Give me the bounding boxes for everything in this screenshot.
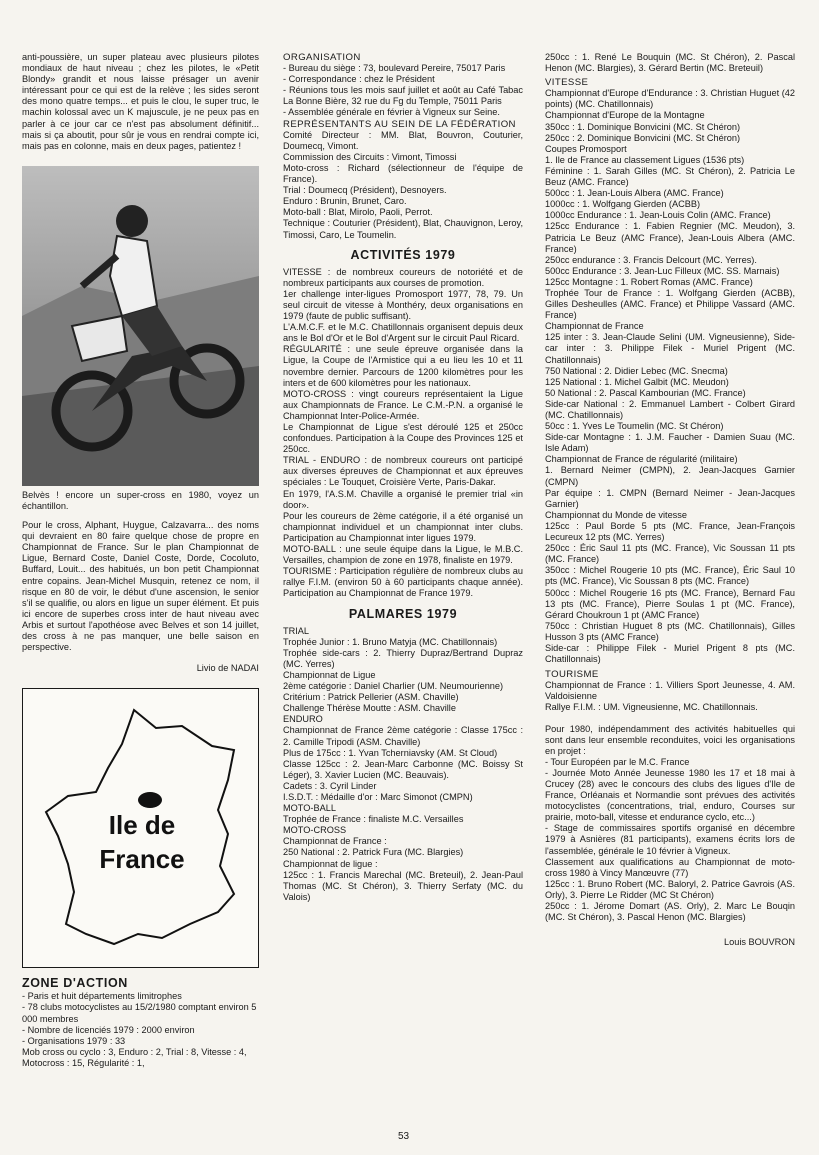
palmares-item: Championnat de Ligue (283, 669, 376, 680)
vitesse-item: 250cc endurance : 3. Francis Delcourt (MC. Yerres). (545, 254, 757, 265)
organisation-title: ORGANISATION (283, 52, 361, 63)
vitesse-item: 750 National : 2. Didier Lebec (MC. Snecma) (545, 365, 728, 376)
rep-item: Commission des Circuits : Vimont, Timossi (283, 151, 457, 162)
motocross-photo (22, 166, 259, 486)
vitesse-item: 125cc Endurance : 1. Fabien Regnier (MC. Meudon), 3. Patricia Le Beuz (AMC France), Jean-Louis Albera (AMC. France) (545, 221, 795, 254)
palmares-item: 250 National : 2. Patrick Fura (MC. Blargies) (283, 847, 464, 858)
representants-title: REPRÉSENTANTS AU SEIN DE LA FÉDÉRATION (283, 118, 516, 130)
projet-item: - Stage de commissaires sportifs organisé en décembre 1979 à Asnières (81 participants), examens écrits lors de l'assemblée, générale le 10 février à Vigneux. (545, 823, 795, 856)
palmares-list (283, 626, 523, 903)
palmares-item: Trophée side-cars : 2. Thierry Dupraz/Bertrand Dupraz (MC. Yerres) (283, 647, 523, 669)
column-middle (283, 52, 523, 903)
vitesse-item: Side-car Montagne : 1. J.M. Faucher - Damien Suau (MC. Isle Adam) (545, 432, 795, 454)
activite-item: Le Championnat de Ligue s'est déroulé 125 et 250cc confondues. Participation à la Coupe des Provinces 125 et 250cc. (283, 422, 523, 455)
zone-list (22, 991, 259, 1069)
rep-item: Comité Directeur : MM. Blat, Bouvron, Couturier, Doumecq, Vimont. (283, 129, 523, 151)
palmares-title: PALMARES 1979 (348, 606, 458, 621)
vitesse-item: Side-car : Philippe Filek - Muriel Prigent 8 pts (MC. Chatillonnais) (545, 642, 795, 665)
palmares-item: 2ème catégorie : Daniel Charlier (UM. Neumourienne) (283, 681, 504, 692)
activite-item: L'A.M.C.F. et le M.C. Chatillonnais organisent depuis deux ans le Bol d'Or et le Bol d'Argent sur le circuit Paul Ricard. (283, 322, 523, 344)
vitesse-item: Féminine : 1. Sarah Gilles (MC. St Chéron), 2. Patricia Le Beuz (AMC. France) (545, 165, 795, 188)
projet-item: Classement aux qualifications au Championnat de moto-cross 1980 à Vincy Manœuvre (77) (545, 856, 795, 878)
zone-item: - Nombre de licenciés 1979 : 2000 environ (22, 1024, 195, 1035)
map-label-line1: Ile de (108, 810, 176, 841)
representants-list (283, 130, 523, 241)
vitesse-item: Championnat d'Europe d'Endurance : 3. Christian Huguet (42 points) (MC. Chatillonnais) (545, 88, 795, 110)
palmares-item: Classe 125cc : 2. Jean-Marc Carbonne (MC. Boissy St Léger), 3. Xavier Lucien (MC. Beauvais). (283, 758, 523, 780)
palmares-item: Cadets : 3. Cyril Linder (283, 780, 377, 791)
zone-item: - Paris et huit départements limitrophes (22, 991, 182, 1002)
zone-item: - 78 clubs motocyclistes au 15/2/1980 comptant environ 5 000 membres (22, 1002, 257, 1024)
vitesse-item: 125 inter : 3. Jean-Claude Selini (UM. Vigneusienne), Side-car inter : 3. Philippe Filek - Muriel Prigent (MC. Chatillonnais) (545, 332, 795, 365)
page-number: 53 (398, 1131, 410, 1142)
tourisme-item: Championnat de France : 1. Villiers Sport Jeunesse, 4. AM. Valdoisienne (545, 680, 795, 702)
palmares-item: I.S.D.T. : Médaille d'or : Marc Simonot (CMPN) (283, 792, 473, 802)
vitesse-item: Championnat d'Europe de la Montagne (545, 110, 705, 121)
palmares-item: Championnat de France 2ème catégorie : Classe 175cc : 2. Camille Tripodi (ASM. Chaville) (283, 725, 523, 747)
photo-caption: Belvès ! encore un super-cross en 1980, voyez un échantillon. (22, 489, 259, 511)
palmares-item: Plus de 175cc : 1. Yvan Tcherniavsky (AM. St Cloud) (283, 747, 498, 758)
palmares-item: Challenge Thérèse Moutte : ASM. Chaville (283, 703, 456, 714)
ile-de-france-map (22, 688, 259, 968)
map-label-line2: France (99, 844, 185, 875)
vitesse-item: 1. Bernard Neimer (CMPN), 2. Jean-Jacques Garnier (CMPN) (545, 465, 795, 487)
activite-item: Pour les coureurs de 2ème catégorie, il a été organisé un championnat individuel et un championnat inter clubs. Participation au Championnat inter ligues 1979. (283, 510, 523, 543)
palmares-item: ENDURO (283, 714, 323, 725)
palmares-item: Critérium : Patrick Pellerier (ASM. Chaville) (283, 692, 459, 703)
vitesse-item: 250cc : 2. Dominique Bonvicini (MC. St Chéron) (545, 132, 741, 143)
activite-item: MOTO-BALL : une seule équipe dans la Ligue, le M.B.C. Versailles, champion de zone en 1978, finaliste en 1979. (283, 544, 523, 566)
vitesse-item: 125cc Montagne : 1. Robert Romas (AMC. France) (545, 276, 753, 287)
projet-item: - Tour Européen par le M.C. France (545, 756, 690, 767)
projet-item: 250cc : 1. Jérome Domart (AS. Orly), 2. Marc Le Bouqin (MC. St Chéron), 3. Pascal Henon (MC. Blargies) (545, 901, 795, 923)
org-item: - Réunions tous les mois sauf juillet et août au Café Tabac La Bonne Bière, 32 rue du Fg du Temple, 75011 Paris (283, 85, 523, 107)
top-results: 250cc : 1. René Le Bouquin (MC. St Chéron), 2. Pascal Henon (MC. Blargies), 3. Gérard Bertin (MC. Breteuil) (545, 52, 795, 74)
vitesse-item: 250cc : Éric Saul 11 pts (MC. France), Vic Soussan 11 pts (MC. France) (545, 543, 795, 565)
org-item: - Correspondance : chez le Président (283, 74, 435, 85)
vitesse-item: 1000cc : 1. Wolfgang Gierden (ACBB) (545, 199, 701, 210)
zone-item: - Organisations 1979 : 33 (22, 1035, 126, 1046)
palmares-item: Trophée de France : finaliste M.C. Versailles (283, 814, 464, 825)
tourisme-title: TOURISME (545, 669, 599, 681)
vitesse-item: 125 National : 1. Michel Galbit (MC. Meudon) (545, 376, 729, 387)
column-left (22, 52, 259, 1069)
signature-bouvron: Louis BOUVRON (724, 937, 795, 948)
activite-item: MOTO-CROSS : vingt coureurs représentaient la Ligue aux Championnats de France. Le C.M.-P.N. a organisé le Championnat Inter-Police-Armée. (283, 388, 523, 421)
activites-title: ACTIVITÉS 1979 (350, 247, 456, 262)
vitesse-item: Par équipe : 1. CMPN (Bernard Neimer - Jean-Jacques Garnier) (545, 487, 795, 509)
activites-list (283, 267, 523, 600)
projets-list (545, 757, 795, 923)
vitesse-item: 750cc : Christian Huguet 8 pts (MC. Chatillonnais), Gilles Husson 3 pts (AMC France) (545, 620, 795, 642)
vitesse-item: 500cc : Michel Rougerie 16 pts (MC. France), Bernard Fau 13 pts (MC. France), Pierre Soulas 1 pt (MC. France), Gérard Choukroun 1 pt (AMC France) (545, 587, 795, 620)
vitesse-item: 500cc : 1. Jean-Louis Albera (AMC. France) (545, 188, 724, 199)
vitesse-item: 50cc : 1. Yves Le Toumelin (MC. St Chéron) (545, 421, 724, 432)
palmares-item: 125cc : 1. Francis Marechal (MC. Breteuil), 2. Jean-Paul Thomas (MC. St Chéron), 3. Thierry Serfaty (MC. du Valois) (283, 869, 523, 902)
rep-item: Moto-ball : Blat, Mirolo, Paoli, Perrot. (283, 207, 433, 218)
projets-intro: Pour 1980, indépendamment des activités habituelles qui sont dans leur ensemble reconduites, voici les organisations en projet : (545, 723, 795, 756)
palmares-item: Championnat de ligue : (283, 858, 378, 869)
body-paragraph: Pour le cross, Alphant, Huygue, Calzavarra... des noms qui devraient en 80 faire quelque chose de propre en Championnat de France. Sur le plan Championnat de Ligue, Bernard Coste, Daniel Coste, Dorde, Cocoluto, Buffard, Louit... des habitués, un bon petit Championnat entre copains. Jean-Michel Musquin, retenez ce nom, il risque en 80 de voir, le début d'une ascension, le senior s'il se qualifie, ou alors en ligue un super élément. Et puis ici encore de superbes cross inter de haut niveau avec Arbis et surtout l'apothéose avec Belves et son 14 juillet, des cross à ne pas manquer, une belle saison en perspective. (22, 520, 259, 653)
rep-item: Trial : Doumecq (Président), Desnoyers. (283, 185, 447, 196)
vitesse-item: Side-car National : 2. Emmanuel Lambert - Colbert Girard (MC. Chatillonnais) (545, 398, 795, 420)
activite-item: RÉGULARITÉ : une seule épreuve organisée dans la Ligue, la Coupe de l'Armistice qui a eu lieu les 10 et 11 novembre dernier. Parcours de 1200 kilomètres pour les inters et de 600 kilomètres pour les nationaux. (283, 344, 523, 388)
motocross-rider-image (22, 166, 259, 486)
signature-nadai: Livio de NADAI (196, 663, 259, 674)
activite-item: VITESSE : de nombreux coureurs de notoriété et de nombreux participants aux courses de promotion. (283, 266, 523, 288)
palmares-item: MOTO-CROSS (283, 825, 347, 836)
vitesse-item: 350cc : Michel Rougerie 10 pts (MC. France), Éric Saul 10 pts (MC. France), Vic Soussan 8 pts (MC. France) (545, 565, 795, 587)
vitesse-item: 500cc Endurance : 3. Jean-Luc Filleux (MC. SS. Marnais) (545, 265, 780, 276)
vitesse-item: 350cc : 1. Dominique Bonvicini (MC. St Chéron) (545, 121, 741, 132)
vitesse-item: Trophée Tour de France : 1. Wolfgang Gierden (ACBB), Gilles Desheulles (AMC. France) et Philippe Vassard (AMC. France) (545, 287, 795, 321)
projet-item: - Journée Moto Année Jeunesse 1980 les 17 et 18 mai à Crucey (28) avec le concours des clubs des ligues d'Ile de France, Orléanais et Normandie sont prévues des activités motocyclistes (concentrations, trial, enduro, Courses sur prairie, moto-ball, vitesse et endurance cyclo, etc...) (545, 767, 795, 823)
org-item: - Bureau du siège : 73, boulevard Pereire, 75017 Paris (283, 63, 506, 74)
vitesse-list (545, 88, 795, 665)
vitesse-item: 1000cc Endurance : 1. Jean-Louis Colin (AMC. France) (545, 210, 771, 221)
projet-item: 125cc : 1. Bruno Robert (MC. Baloryl, 2. Patrice Gavrois (AS. Orly), 3. Pierre Le Ridder (MC St Chéron) (545, 878, 795, 900)
rep-item: Technique : Couturier (Président), Blat, Chauvignon, Leroy, Timossi, Caro, Le Toumelin. (283, 218, 523, 240)
vitesse-item: 125cc : Paul Borde 5 pts (MC. France, Jean-François Lecureux 12 pts (MC. Yerres) (545, 520, 795, 543)
tourisme-list (545, 680, 795, 713)
activite-item: En 1979, l'A.S.M. Chaville a organisé le premier trial «in door». (283, 488, 523, 510)
intro-paragraph: anti-poussière, un super plateau avec plusieurs pilotes mondiaux de haut niveau ; chez les pilotes, le «Petit Blondy» grandit et nous laisse présager un avenir intéressant pour ce qui est de la relève ; les sides seront des mono quatre temps... et puis le clou, le super truc, le machin kolossal avec un K majuscule, je ne peux pas en parler à ce jour car ce n'est pas absolument définitif... mais si ça aboutit, pour sûr je vous en rendrai compte ici, mais pas en colonne, mais en deux pages, patientez ! (22, 52, 259, 151)
vitesse-item: 1. Ile de France au classement Ligues (1536 pts) (545, 154, 745, 165)
tourisme-item: Rallye F.I.M. : UM. Vigneusienne, MC. Chatillonnais. (545, 702, 758, 713)
activite-item: 1er challenge inter-ligues Promosport 1977, 78, 79. Un seul circuit de vitesse à Monthéry, deux organisations en 1979 (faute de public suffisant). (283, 288, 523, 322)
zone-title: ZONE D'ACTION (22, 976, 128, 991)
vitesse-item: Championnat de France (545, 321, 644, 332)
vitesse-item: Coupes Promosport (545, 143, 627, 154)
palmares-item: MOTO-BALL (283, 803, 336, 814)
vitesse-item: 50 National : 2. Pascal Kambourian (MC. France) (545, 387, 746, 398)
column-right (545, 52, 795, 948)
vitesse-title: VITESSE (545, 77, 589, 89)
vitesse-item: Championnat de France de régularité (militaire) (545, 454, 738, 465)
organisation-list (283, 63, 523, 118)
activite-item: TOURISME : Participation régulière de nombreux clubs au rallye F.I.M. (environ 50 à 60 participants chaque année). Participation au Championnat de France 1979. (283, 566, 523, 599)
zone-item: Mob cross ou cyclo : 3, Enduro : 2, Trial : 8, Vitesse : 4, Motocross : 15, Régularité : 1, (22, 1046, 247, 1068)
rep-item: Moto-cross : Richard (sélectionneur de l'équipe de France). (283, 162, 523, 185)
palmares-item: TRIAL (283, 625, 310, 636)
vitesse-item: Championnat du Monde de vitesse (545, 509, 687, 520)
palmares-item: Championnat de France : (283, 836, 387, 847)
palmares-item: Trophée Junior : 1. Bruno Matyja (MC. Chatillonnais) (283, 636, 498, 647)
activite-item: TRIAL - ENDURO : de nombreux coureurs ont participé aux diverses épreuves de Championnat et aux épreuves spéciales : Le Touquet, Croisière Verte, Paris-Dakar. (283, 455, 523, 488)
org-item: - Assemblée générale en février à Vigneux sur Seine. (283, 107, 500, 118)
rep-item: Enduro : Brunin, Brunet, Caro. (283, 196, 407, 207)
